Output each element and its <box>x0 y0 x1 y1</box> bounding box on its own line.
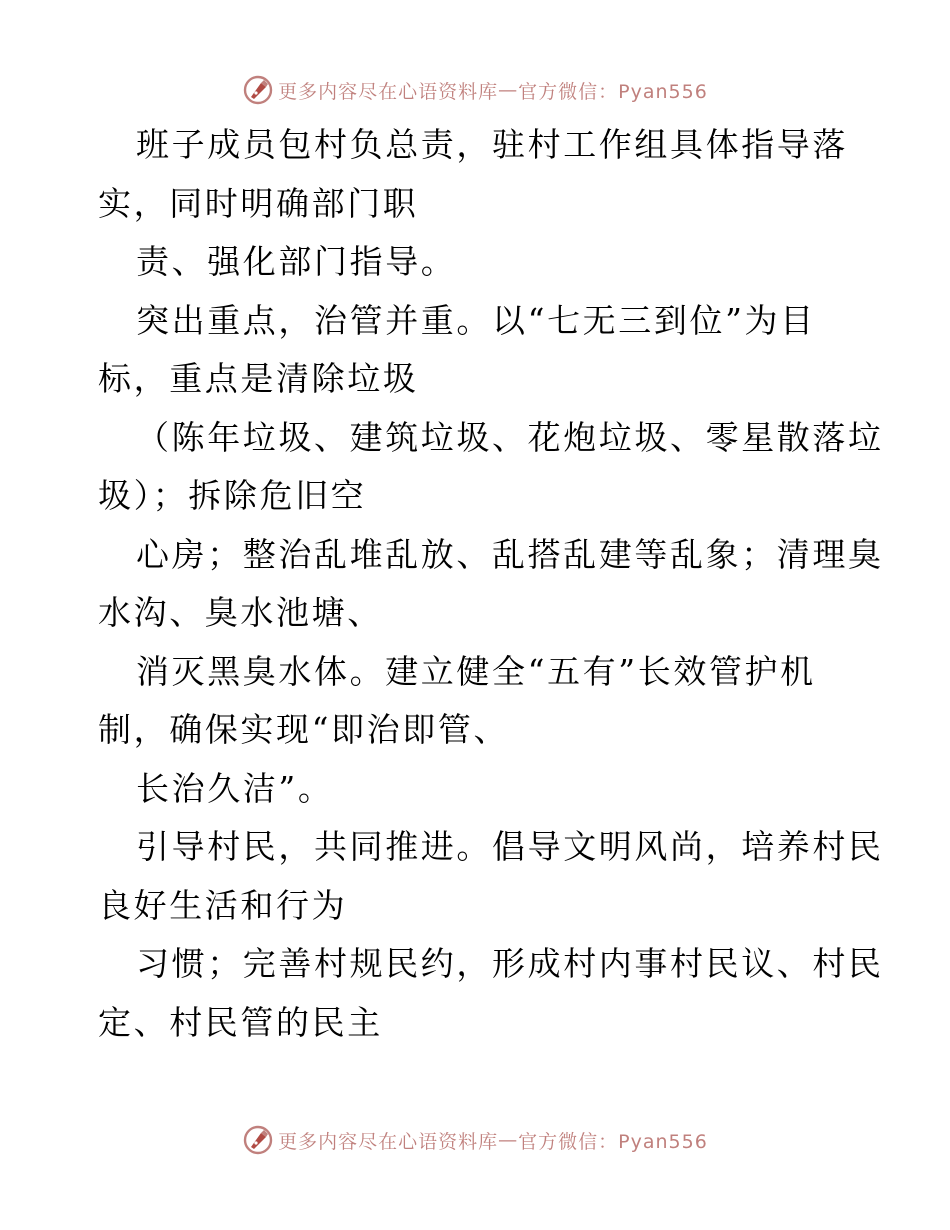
body-line: 圾）；拆除危旧空 <box>98 476 367 515</box>
pen-nib-logo-icon <box>242 1124 274 1156</box>
body-line: 心房；整治乱堆乱放、乱搭乱建等乱象；清理臭 <box>136 534 884 574</box>
body-line: 定、村民管的民主 <box>98 1002 383 1042</box>
body-line: （陈年垃圾、建筑垃圾、花炮垃圾、零星散落垃 <box>136 417 884 457</box>
header-separator: — <box>498 79 519 101</box>
footer-site-text: 更多内容尽在心语资料库 <box>278 1130 499 1153</box>
body-line: 水沟、臭水池塘、 <box>98 593 383 632</box>
body-line: 责、强化部门指导。 <box>136 242 457 281</box>
header-site-text: 更多内容尽在心语资料库 <box>278 80 499 103</box>
body-line: 长治久洁”。 <box>136 768 334 808</box>
body-line: 引导村民，共同推进。倡导文明风尚，培养村民 <box>136 827 884 866</box>
body-line: 班子成员包村负总责，驻村工作组具体指导落 <box>136 125 848 164</box>
body-line: 制，确保实现“即治即管、 <box>98 710 510 749</box>
body-line: 习惯；完善村规民约，形成村内事村民议、村民 <box>136 944 884 983</box>
document-body <box>98 116 884 1052</box>
body-line: 实，同时明确部门职 <box>98 183 419 223</box>
footer-banner <box>0 1122 950 1158</box>
body-line: 消灭黑臭水体。建立健全“五有”长效管护机 <box>136 651 816 691</box>
body-line: 良好生活和行为 <box>98 885 348 925</box>
pen-nib-logo-icon <box>242 74 274 106</box>
body-line: 标，重点是清除垃圾 <box>98 359 419 398</box>
body-line: 突出重点，治管并重。以“七无三到位”为目 <box>136 300 816 340</box>
footer-separator: — <box>498 1129 519 1151</box>
header-banner <box>0 72 950 108</box>
header-wechat-text: 官方微信：Pyan556 <box>518 80 708 103</box>
footer-wechat-text: 官方微信：Pyan556 <box>518 1130 708 1153</box>
